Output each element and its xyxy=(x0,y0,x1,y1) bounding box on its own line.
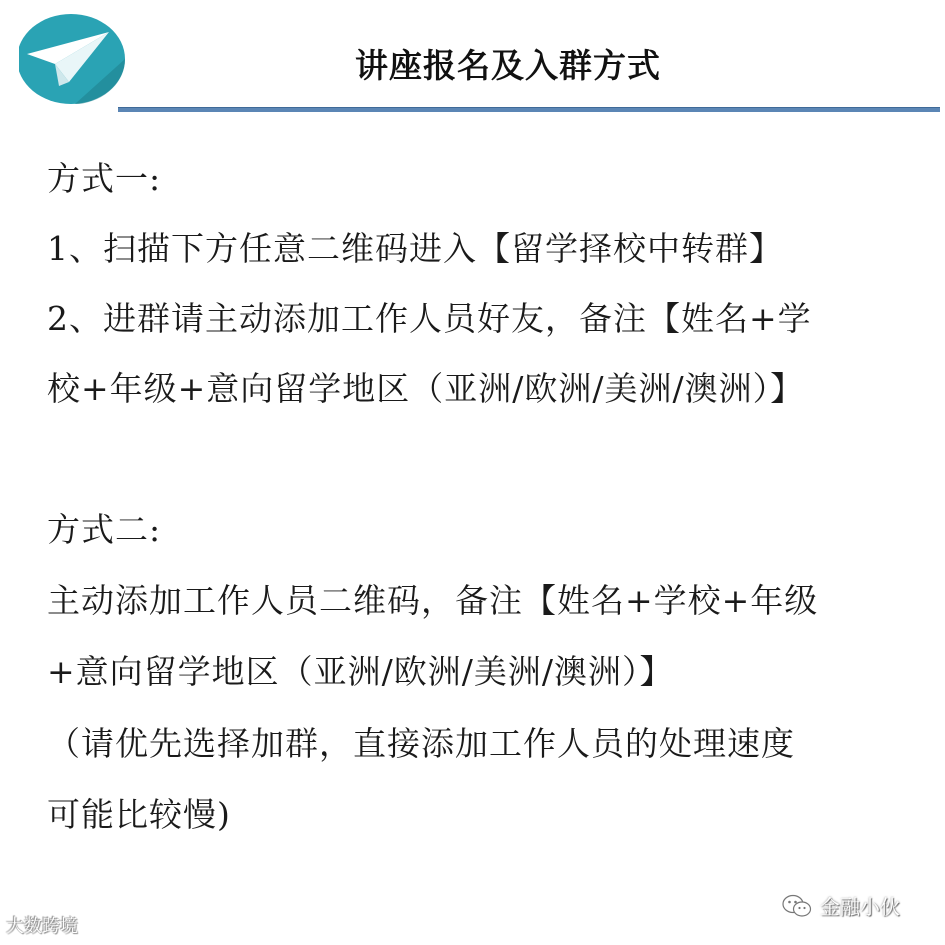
method-2-line: +意向留学地区（亚洲/欧洲/美洲/澳洲）】 xyxy=(47,652,674,691)
method-1-line: 校+年级+意向留学地区（亚洲/欧洲/美洲/澳洲）】 xyxy=(47,369,805,408)
method-1-heading: 方式一: xyxy=(47,159,162,198)
watermark-right xyxy=(782,891,900,920)
watermark-left: 大数跨境 xyxy=(6,916,78,937)
method-2-line: 主动添加工作人员二维码，备注【姓名+学校+年级 xyxy=(47,581,819,620)
title-divider xyxy=(118,107,940,112)
wechat-icon xyxy=(782,893,812,919)
paper-plane-icon xyxy=(19,12,127,104)
method-1-line: 2、进群请主动添加工作人员好友，备注【姓名+学 xyxy=(47,299,812,338)
method-1-line: 1、扫描下方任意二维码进入【留学择校中转群】 xyxy=(47,229,783,268)
watermark-right-label: 金融小伙 xyxy=(820,895,900,919)
method-2-heading: 方式二: xyxy=(47,510,162,549)
method-2-note: （请优先选择加群，直接添加工作人员的处理速度 xyxy=(47,724,795,763)
method-2-note: 可能比较慢) xyxy=(47,795,231,834)
page-title: 讲座报名及入群方式 xyxy=(355,46,661,85)
